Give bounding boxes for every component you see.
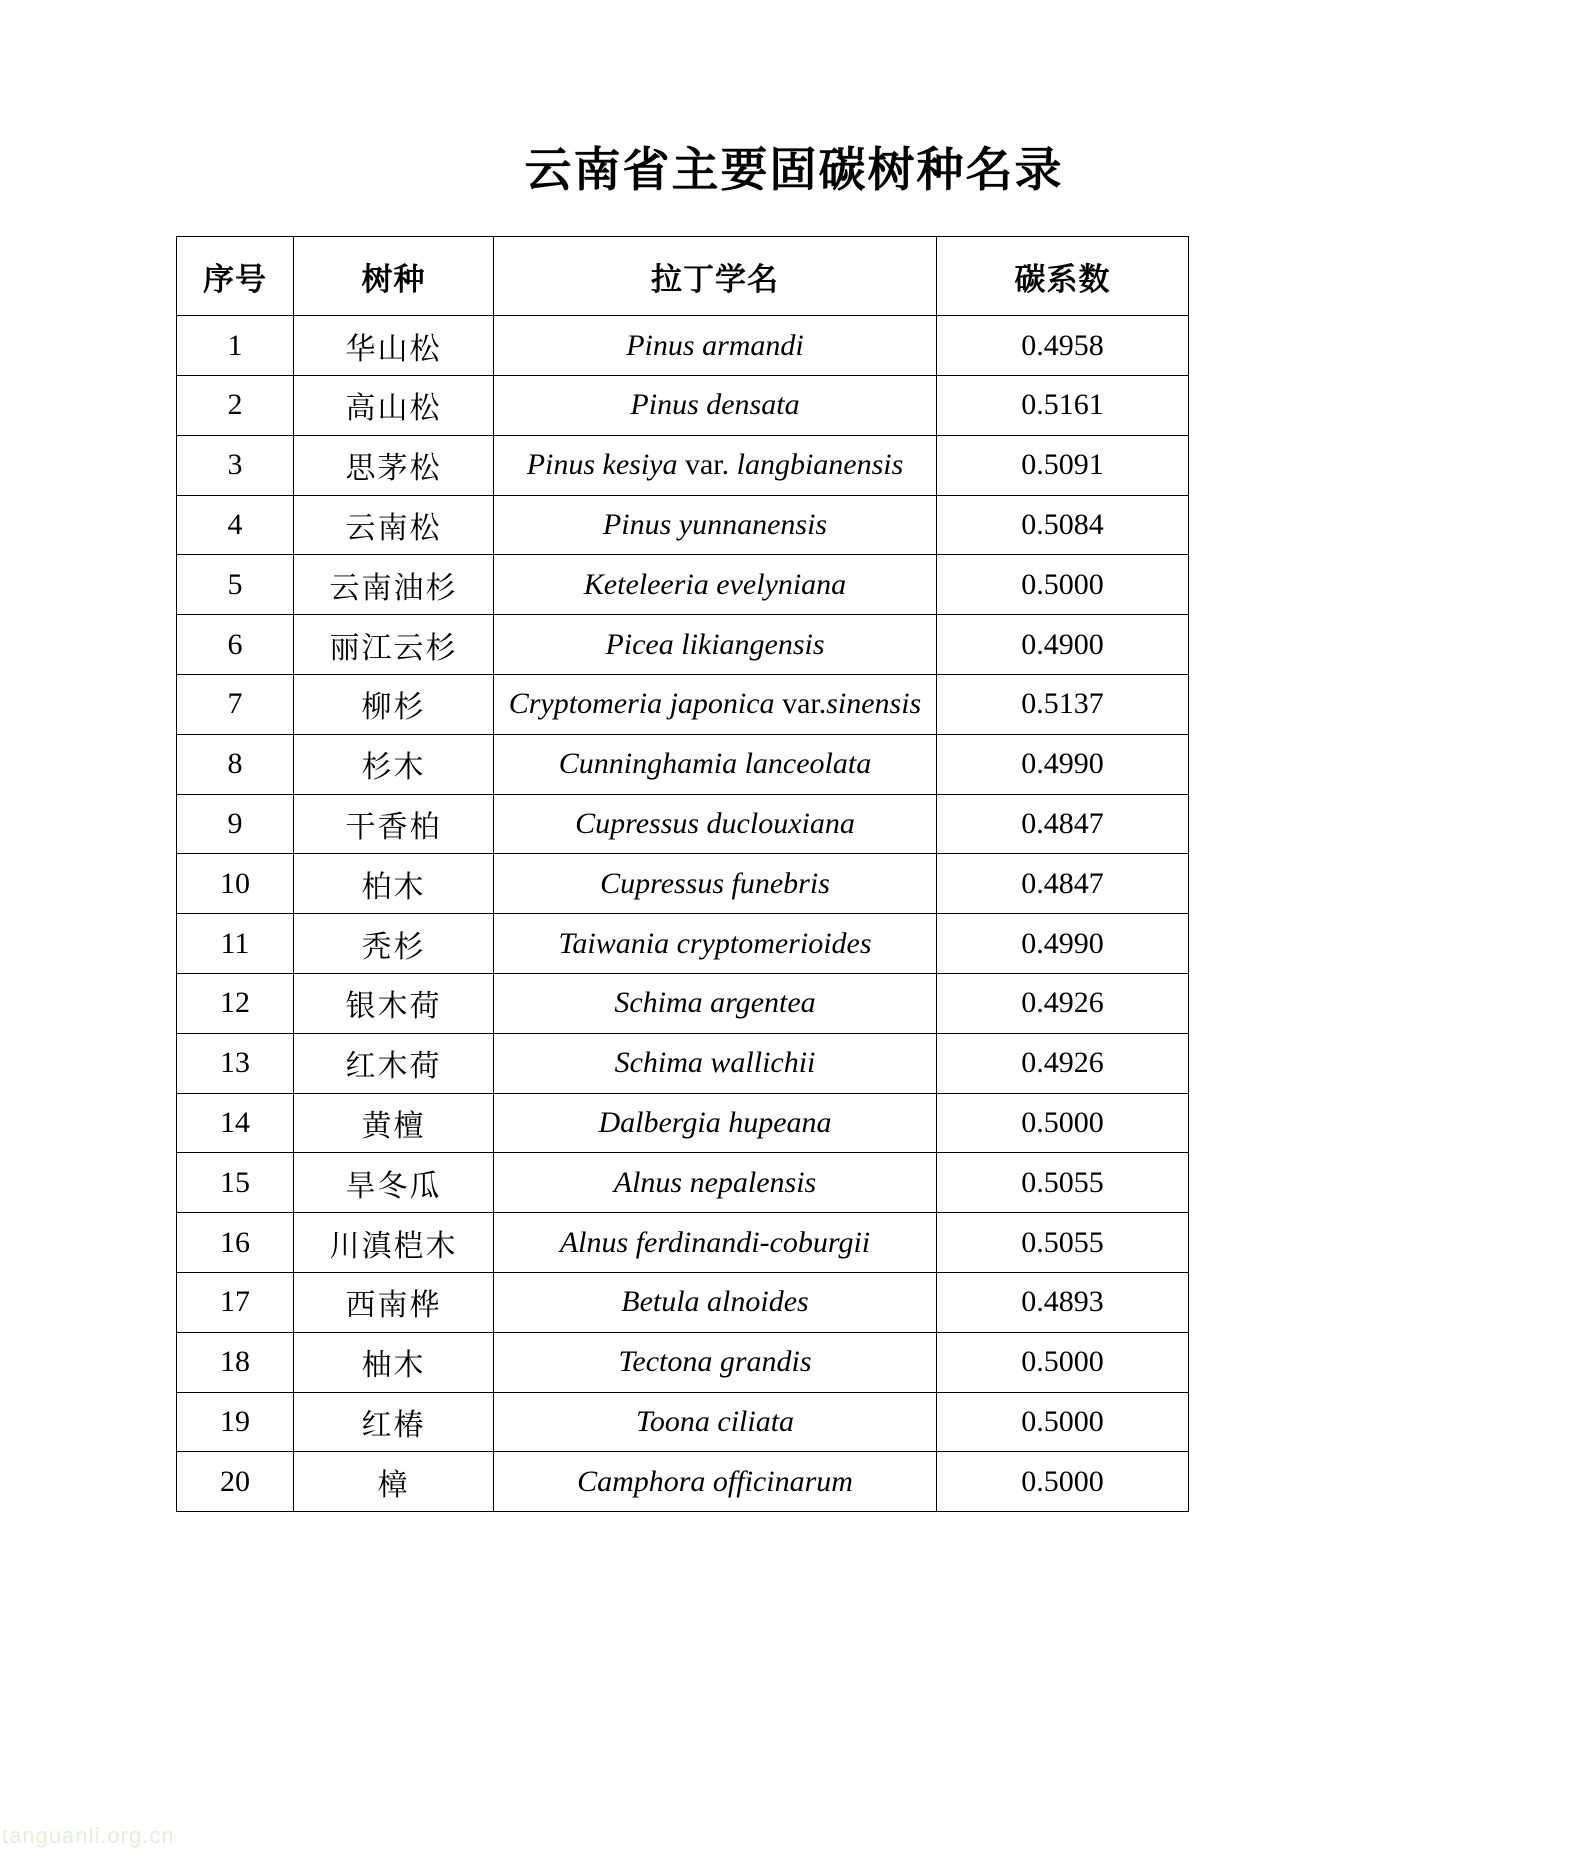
cell-index: 4 [177,495,294,555]
cell-species-name: 干香柏 [294,794,494,854]
column-header-coefficient: 碳系数 [937,237,1189,316]
table-container [0,236,1588,1512]
cell-species-name: 杉木 [294,734,494,794]
cell-index: 19 [177,1392,294,1452]
table-row [177,1332,1189,1392]
table-row [177,734,1189,794]
table-row [177,1153,1189,1213]
cell-species-name: 云南油杉 [294,555,494,615]
cell-latin-name: Taiwania cryptomerioides [494,914,937,974]
cell-index: 8 [177,734,294,794]
cell-index: 7 [177,674,294,734]
cell-species-name: 西南桦 [294,1272,494,1332]
cell-species-name: 红木荷 [294,1033,494,1093]
table-row [177,316,1189,376]
latin-genus-species: Cryptomeria japonica [508,687,783,721]
cell-index: 3 [177,435,294,495]
table-row [177,1392,1189,1452]
table-row [177,495,1189,555]
cell-latin-name: Picea likiangensis [494,615,937,675]
table-row [177,375,1189,435]
table-row [177,615,1189,675]
cell-index: 18 [177,1332,294,1392]
table-header-row [177,237,1189,316]
cell-carbon-coefficient: 0.4847 [937,854,1189,914]
cell-latin-name: Cupressus duclouxiana [494,794,937,854]
table-row [177,794,1189,854]
cell-carbon-coefficient: 0.5137 [937,674,1189,734]
cell-latin-name: Betula alnoides [494,1272,937,1332]
latin-variety-epithet: langbianensis [729,448,904,482]
table-row [177,674,1189,734]
cell-index: 6 [177,615,294,675]
cell-carbon-coefficient: 0.4926 [937,1033,1189,1093]
cell-latin-name: Pinus yunnanensis [494,495,937,555]
table-row [177,1093,1189,1153]
cell-carbon-coefficient: 0.4926 [937,973,1189,1033]
cell-index: 1 [177,316,294,376]
cell-species-name: 樟 [294,1452,494,1512]
cell-latin-name: Alnus ferdinandi-coburgii [494,1213,937,1273]
latin-variety-epithet: sinensis [826,687,922,721]
document-page [0,31,1588,1861]
cell-species-name: 红椿 [294,1392,494,1452]
table-body [177,316,1189,1512]
cell-latin-name: Schima argentea [494,973,937,1033]
cell-latin-name: Cunninghamia lanceolata [494,734,937,794]
cell-index: 11 [177,914,294,974]
cell-carbon-coefficient: 0.5055 [937,1213,1189,1273]
latin-genus-species: Pinus kesiya [526,448,685,482]
cell-species-name: 旱冬瓜 [294,1153,494,1213]
cell-index: 17 [177,1272,294,1332]
cell-carbon-coefficient: 0.4847 [937,794,1189,854]
cell-carbon-coefficient: 0.5161 [937,375,1189,435]
table-row [177,1452,1189,1512]
table-row [177,1272,1189,1332]
cell-index: 14 [177,1093,294,1153]
cell-carbon-coefficient: 0.5000 [937,1452,1189,1512]
cell-species-name: 柚木 [294,1332,494,1392]
cell-index: 2 [177,375,294,435]
cell-latin-name: Tectona grandis [494,1332,937,1392]
page-title: 云南省主要固碳树种名录 [524,143,1064,197]
column-header-species: 树种 [294,237,494,316]
cell-index: 5 [177,555,294,615]
cell-latin-name: Dalbergia hupeana [494,1093,937,1153]
cell-index: 9 [177,794,294,854]
cell-species-name: 秃杉 [294,914,494,974]
cell-species-name: 黄檀 [294,1093,494,1153]
cell-carbon-coefficient: 0.4990 [937,734,1189,794]
cell-carbon-coefficient: 0.5091 [937,435,1189,495]
cell-latin-name: Schima wallichii [494,1033,937,1093]
cell-carbon-coefficient: 0.5000 [937,555,1189,615]
latin-rank-abbreviation: var. [684,448,730,482]
cell-species-name: 柳杉 [294,674,494,734]
cell-carbon-coefficient: 0.4893 [937,1272,1189,1332]
cell-latin-name: Keteleeria evelyniana [494,555,937,615]
cell-index: 15 [177,1153,294,1213]
cell-carbon-coefficient: 0.5000 [937,1093,1189,1153]
table-row [177,555,1189,615]
cell-index: 10 [177,854,294,914]
cell-latin-name: Pinus armandi [494,316,937,376]
cell-index: 12 [177,973,294,1033]
cell-latin-name: Toona ciliata [494,1392,937,1452]
cell-latin-name: Cupressus funebris [494,854,937,914]
site-watermark: tanguanli.org.cn [2,1823,175,1849]
cell-carbon-coefficient: 0.4958 [937,316,1189,376]
table-row [177,973,1189,1033]
cell-carbon-coefficient: 0.5000 [937,1392,1189,1452]
cell-carbon-coefficient: 0.5055 [937,1153,1189,1213]
cell-species-name: 高山松 [294,375,494,435]
latin-rank-abbreviation: var. [782,687,827,721]
cell-latin-name [494,435,937,495]
cell-latin-name: Camphora officinarum [494,1452,937,1512]
carbon-species-table [176,236,1189,1512]
cell-carbon-coefficient: 0.5000 [937,1332,1189,1392]
column-header-index: 序号 [177,237,294,316]
cell-species-name: 华山松 [294,316,494,376]
table-header [177,237,1189,316]
column-header-latin-name: 拉丁学名 [494,237,937,316]
table-row [177,1213,1189,1273]
cell-carbon-coefficient: 0.5084 [937,495,1189,555]
table-row [177,914,1189,974]
table-row [177,854,1189,914]
cell-species-name: 丽江云杉 [294,615,494,675]
table-row [177,435,1189,495]
cell-latin-name: Pinus densata [494,375,937,435]
cell-index: 13 [177,1033,294,1093]
cell-carbon-coefficient: 0.4900 [937,615,1189,675]
table-row [177,1033,1189,1093]
cell-species-name: 云南松 [294,495,494,555]
cell-species-name: 思茅松 [294,435,494,495]
cell-index: 20 [177,1452,294,1512]
cell-latin-name: Alnus nepalensis [494,1153,937,1213]
cell-species-name: 川滇桤木 [294,1213,494,1273]
cell-index: 16 [177,1213,294,1273]
cell-species-name: 柏木 [294,854,494,914]
cell-species-name: 银木荷 [294,973,494,1033]
cell-latin-name [494,674,937,734]
cell-carbon-coefficient: 0.4990 [937,914,1189,974]
